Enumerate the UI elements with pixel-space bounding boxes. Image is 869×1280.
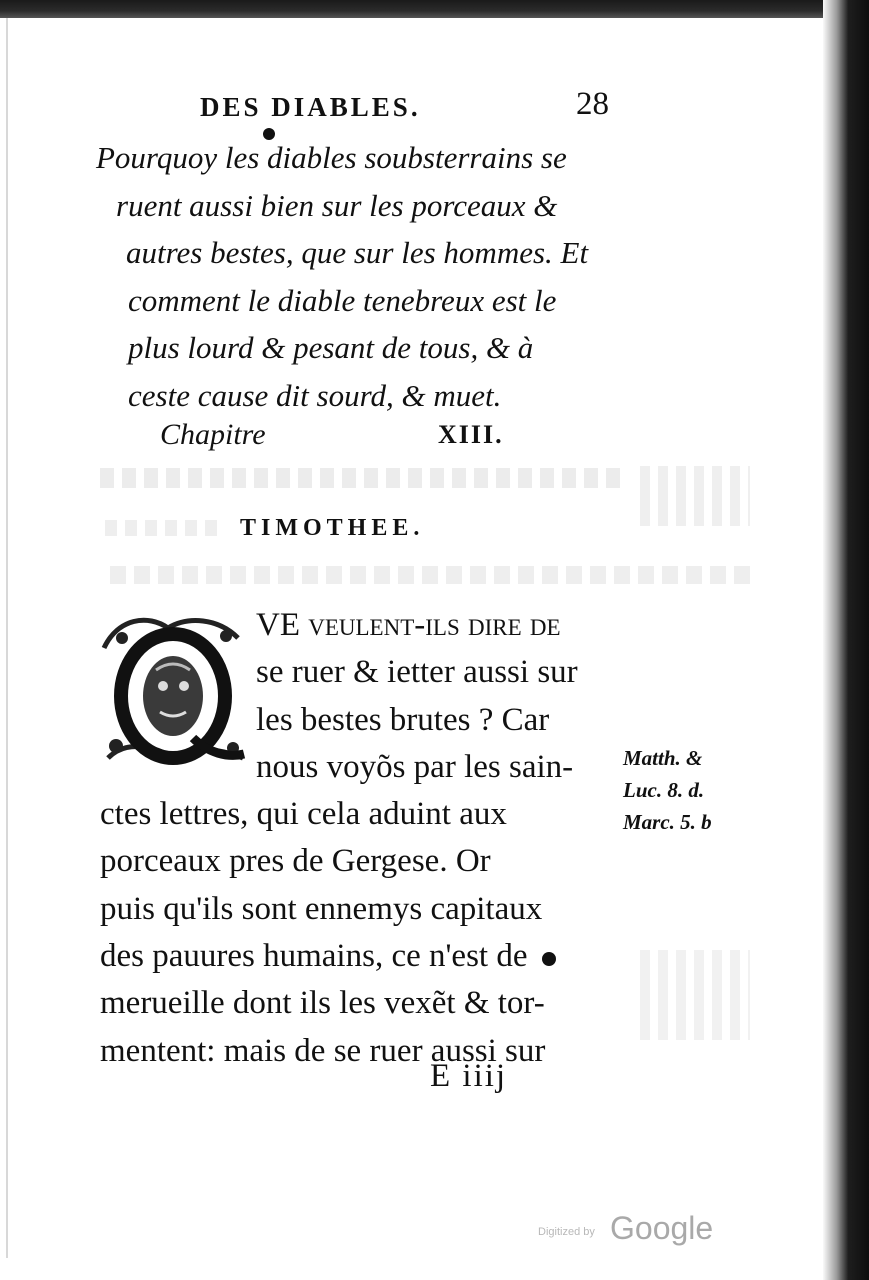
signature-mark: E iiij bbox=[430, 1058, 508, 1094]
watermark-prefix: Digitized by bbox=[538, 1226, 595, 1238]
bleed-through-smudge bbox=[100, 468, 620, 488]
summary-line: comment le diable tenebreux est le bbox=[128, 282, 557, 318]
summary-line: Pourquoy les diables soubsterrains se bbox=[96, 140, 567, 175]
scan-top-border bbox=[0, 0, 869, 18]
body-line: mentent: mais de se ruer aussi sur bbox=[100, 1032, 546, 1069]
chapter-heading bbox=[160, 418, 560, 458]
scan-left-shadow bbox=[6, 18, 8, 1258]
speaker-name: TIMOTHEE. bbox=[240, 515, 425, 541]
body-line: des pauures humains, ce n'est de bbox=[100, 938, 528, 975]
bleed-through-smudge bbox=[110, 566, 750, 584]
body-line: merueille dont ils les vexẽt & tor- bbox=[100, 985, 545, 1022]
bleed-through-smudge bbox=[105, 520, 225, 536]
chapter-label: Chapitre bbox=[160, 418, 266, 451]
chapter-summary bbox=[96, 134, 636, 419]
running-title: DES DIABLES. bbox=[200, 92, 421, 122]
bleed-through-smudge bbox=[640, 950, 750, 1040]
body-line: nous voyõs par les sain- bbox=[256, 748, 574, 785]
margin-line: Matth. & bbox=[623, 746, 703, 770]
ink-blot bbox=[542, 952, 556, 966]
body-line: puis qu'ils sont ennemys capitaux bbox=[100, 890, 543, 927]
body-line: porceaux pres de Gergese. Or bbox=[100, 843, 491, 880]
summary-line: plus lourd & pesant de tous, & à bbox=[128, 330, 534, 365]
body-line: VE veulent-ils dire de bbox=[256, 607, 561, 643]
margin-reference bbox=[623, 742, 733, 838]
bleed-through-smudge bbox=[640, 466, 750, 526]
digitization-watermark bbox=[538, 1210, 738, 1250]
margin-line: Marc. 5. b bbox=[623, 810, 712, 834]
scan-right-border bbox=[823, 0, 869, 1280]
page-header bbox=[200, 86, 620, 132]
watermark-brand: Google bbox=[610, 1210, 714, 1246]
body-line: se ruer & ietter aussi sur bbox=[256, 654, 578, 691]
body-line: les bestes brutes ? Car bbox=[256, 701, 550, 738]
body-line: ctes lettres, qui cela aduint aux bbox=[100, 796, 507, 833]
summary-line: autres bestes, que sur les hommes. Et bbox=[126, 235, 589, 270]
chapter-number: XIII. bbox=[438, 420, 504, 449]
body-text bbox=[100, 602, 630, 1075]
summary-line: ceste cause dit sourd, & muet. bbox=[128, 377, 502, 413]
margin-line: Luc. 8. d. bbox=[623, 778, 705, 802]
summary-line: ruent aussi bien sur les porceaux & bbox=[116, 187, 558, 223]
page-number: 28 bbox=[576, 86, 609, 122]
